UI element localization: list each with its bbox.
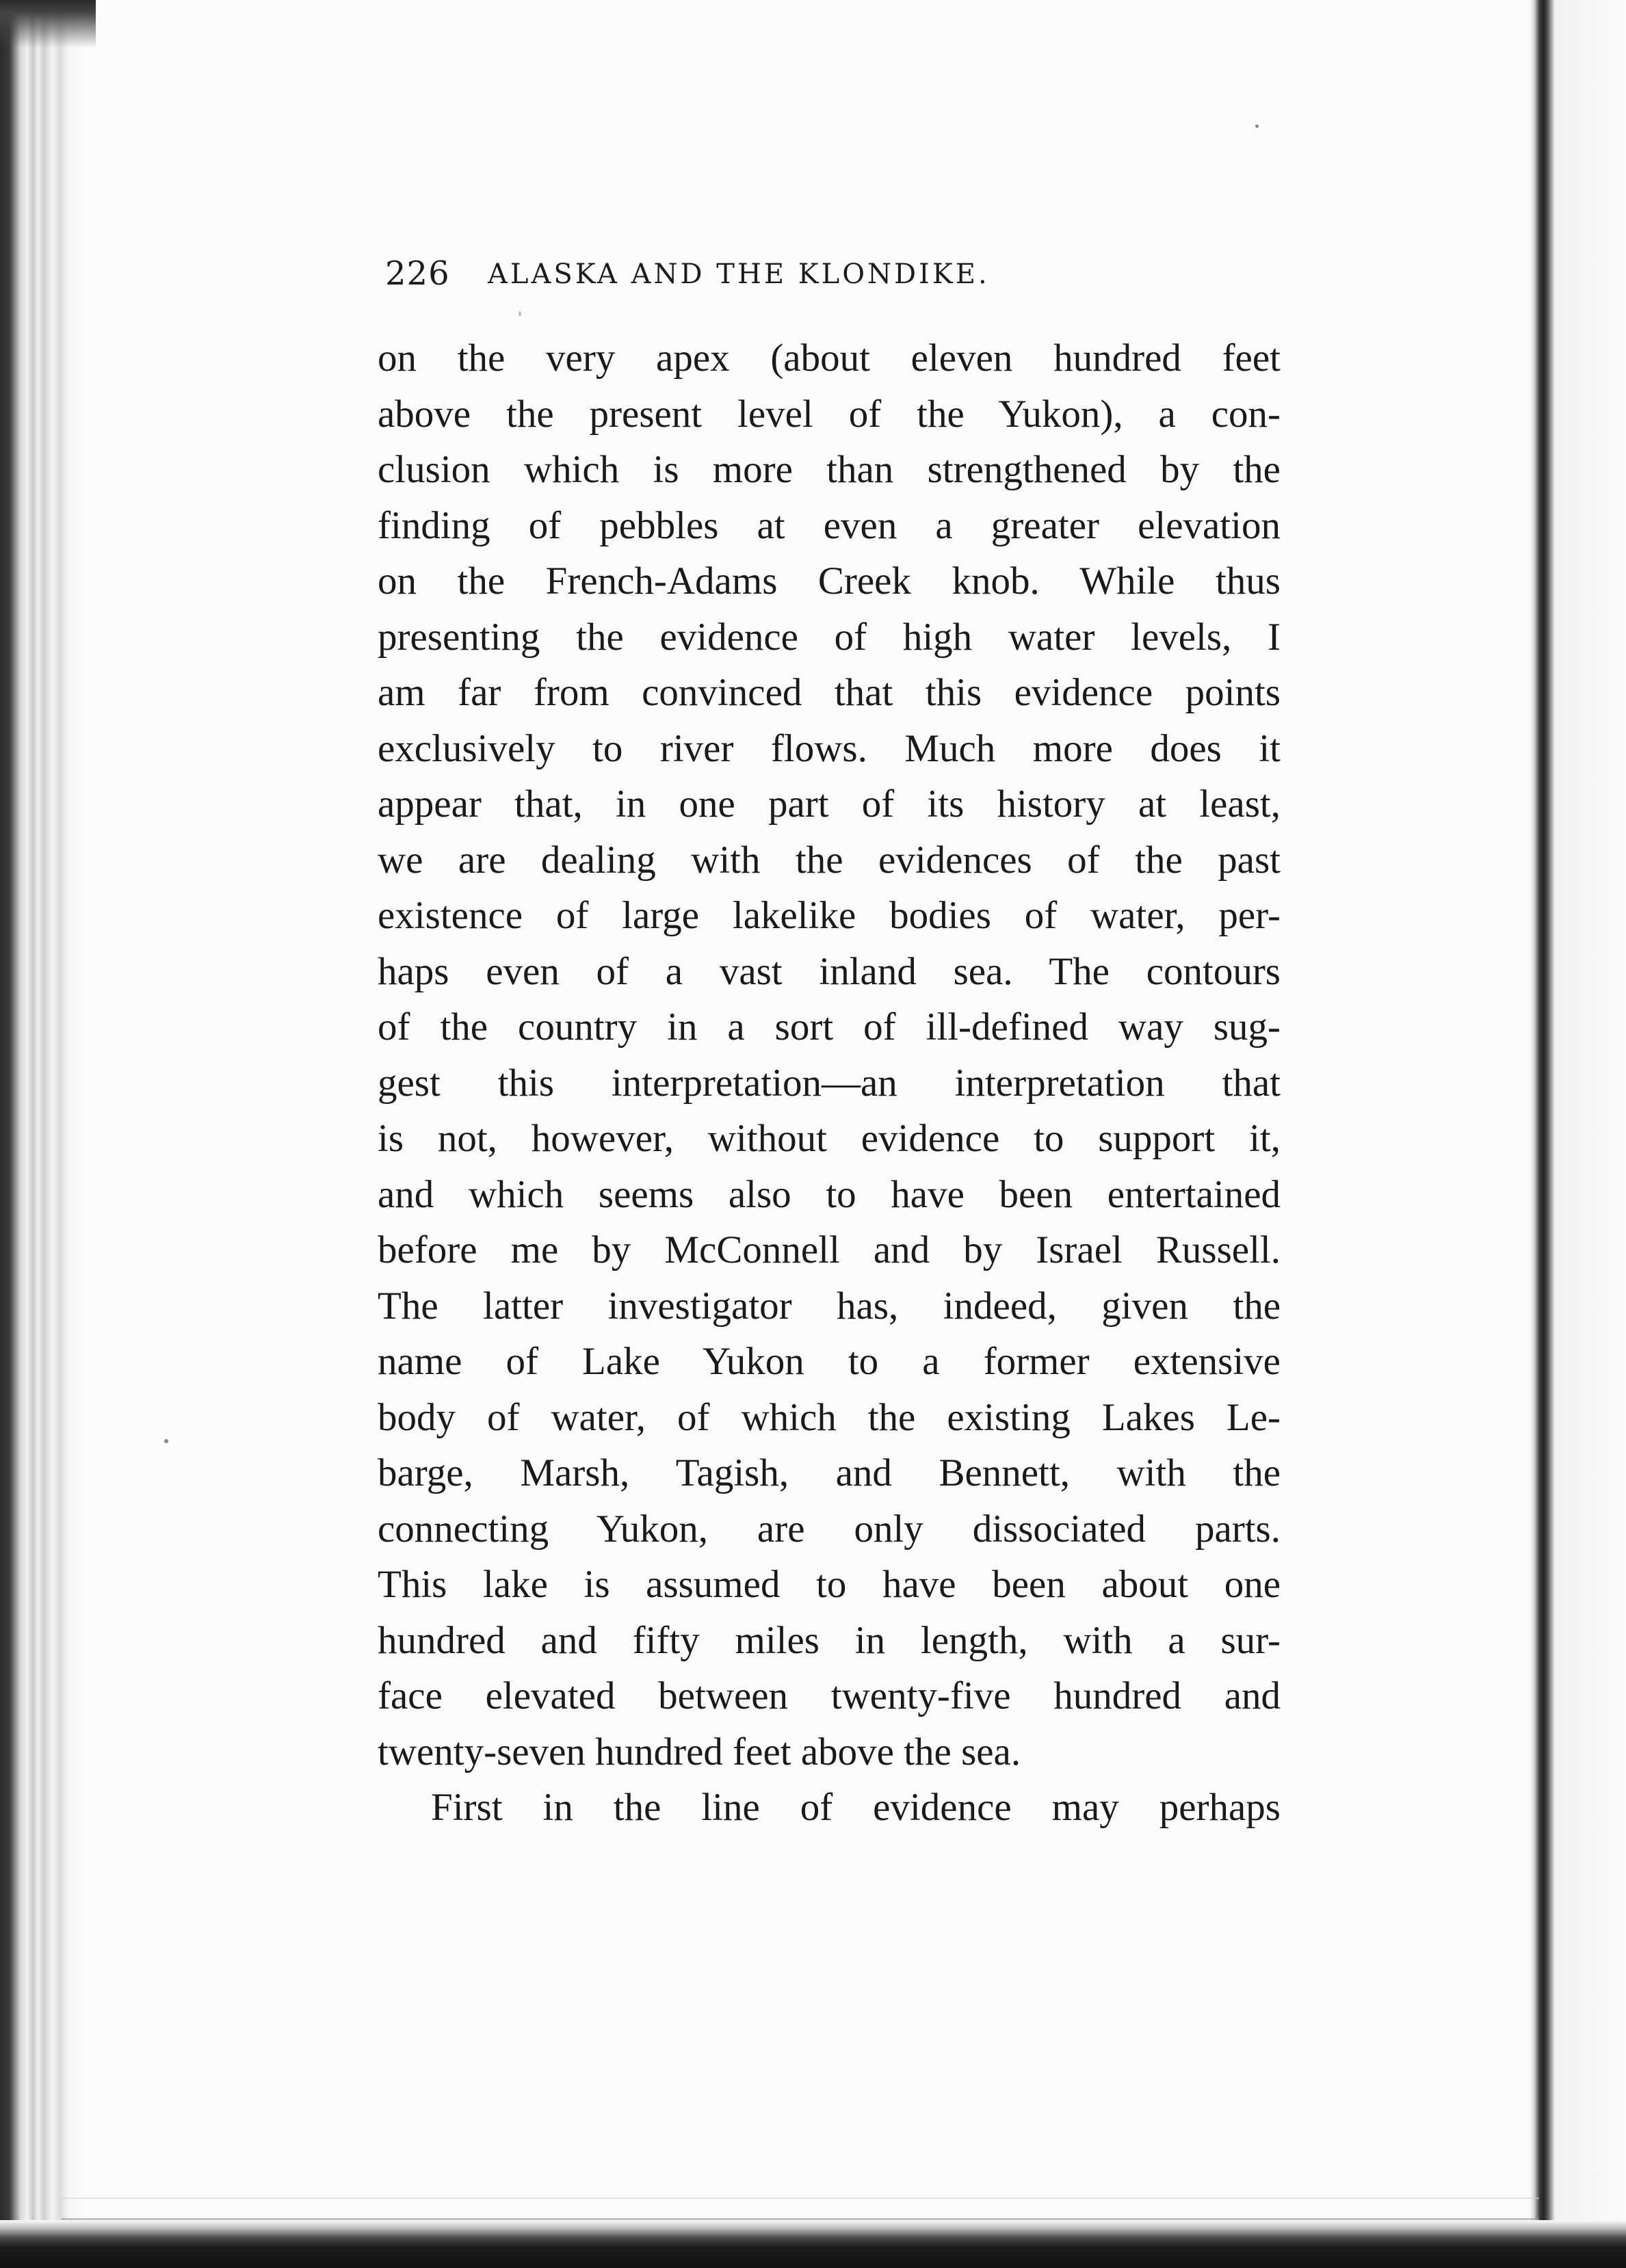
text-line: finding of pebbles at even a greater elevation [378,503,1281,547]
text-line: haps even of a vast inland sea. The contours [378,949,1281,993]
running-header [385,254,1124,302]
text-line: before me by McConnell and by Israel Russell. [378,1228,1281,1271]
text-line: This lake is assumed to have been about one [378,1563,1281,1606]
running-head-title: ALASKA AND THE KLONDIKE. [488,259,990,290]
paragraph-start-line: First in the line of evidence may perhaps [431,1786,1281,1829]
text-line: name of Lake Yukon to a former extensive [378,1340,1281,1383]
text-line: on the very apex (about eleven hundred feet [378,337,1281,380]
text-line: above the present level of the Yukon), a con- [378,392,1281,436]
text-line: body of water, of which the existing Lakes Le- [378,1395,1281,1439]
page-number: 226 [385,254,450,293]
text-line: twenty-seven hundred feet above the sea. [378,1730,1021,1773]
text-line: face elevated between twenty-five hundred and [378,1674,1281,1717]
text-line: gest this interpretation—an interpretation that [378,1061,1281,1105]
text-line: and which seems also to have been entertained [378,1172,1281,1216]
book-edge-left [0,0,82,2268]
text-line: on the French-Adams Creek knob. While thus [378,559,1281,603]
text-line: presenting the evidence of high water levels, I [378,615,1281,659]
text-line: exclusively to river flows. Much more does it [378,726,1281,770]
page-stack-lines [62,2198,1539,2220]
text-line: appear that, in one part of its history at least, [378,782,1281,826]
text-line: of the country in a sort of ill-defined way sug- [378,1005,1281,1049]
text-line: clusion which is more than strengthened by the [378,448,1281,491]
paper-speck [1255,124,1259,128]
paper-speck [519,311,521,316]
text-line: is not, however, without evidence to support it, [378,1117,1281,1160]
text-line: existence of large lakelike bodies of water, per- [378,894,1281,937]
paper-speck [164,1439,168,1443]
text-line: hundred and fifty miles in length, with a sur- [378,1618,1281,1662]
book-corner-shadow [0,0,96,48]
text-line: barge, Marsh, Tagish, and Bennett, with the [378,1451,1281,1494]
book-edge-bottom [0,2220,1626,2268]
book-gutter-right [1530,0,1626,2268]
text-line: am far from convinced that this evidence points [378,671,1281,714]
body-text [378,330,1281,1836]
text-line: connecting Yukon, are only dissociated parts. [378,1507,1281,1551]
text-line: we are dealing with the evidences of the past [378,838,1281,882]
text-line: The latter investigator has, indeed, given the [378,1284,1281,1328]
